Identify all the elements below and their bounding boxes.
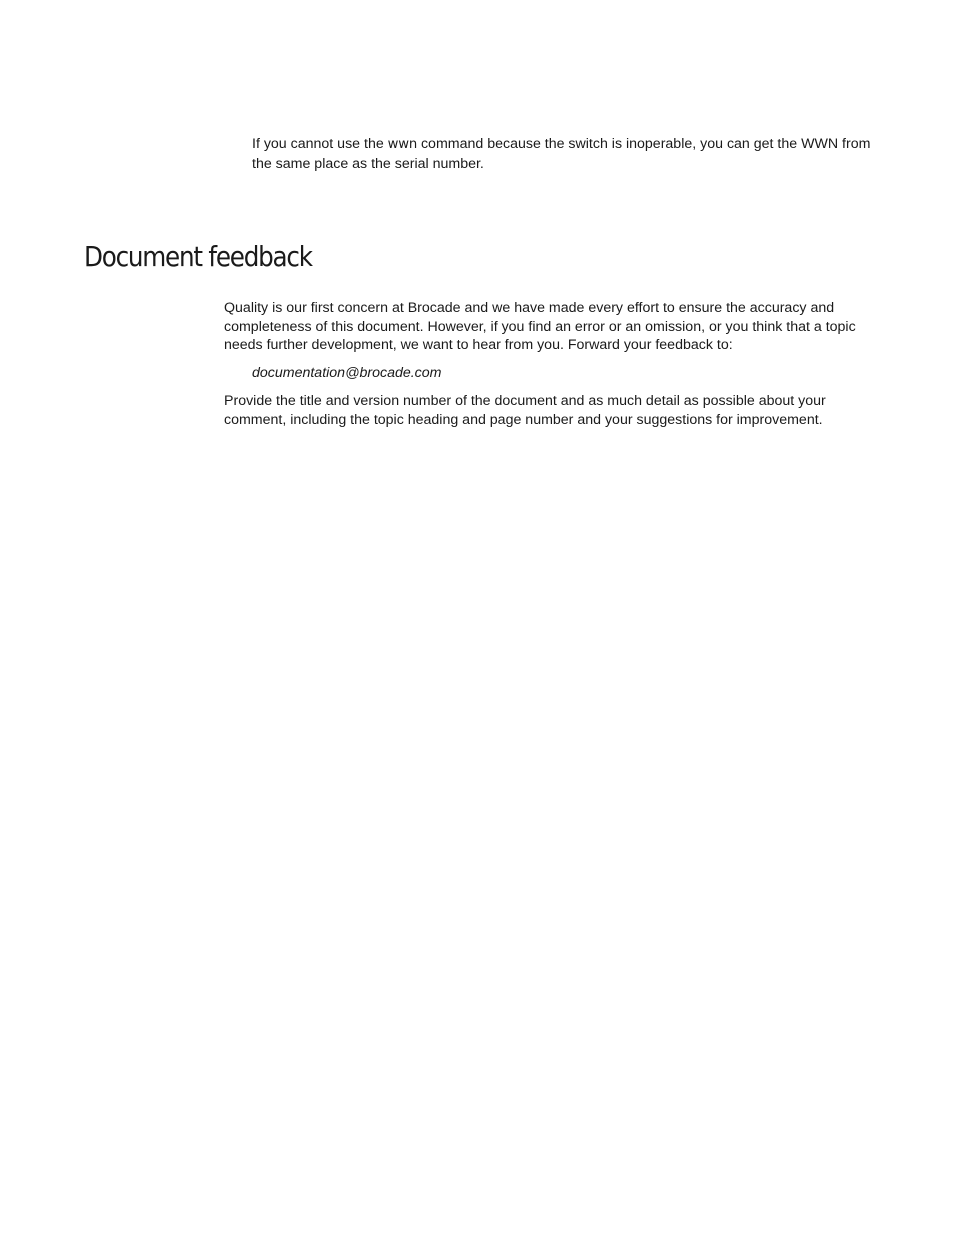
section-heading: Document feedback [84,240,312,273]
wwn-command-name: wwn [387,137,418,152]
note-text-before-command: If you cannot use the [252,136,388,152]
note-text-after-command: command because the switch is inoperable, you can get the WWN from the same place as the serial number. [252,136,871,172]
wwn-unavailable-note [252,135,877,173]
feedback-intro-paragraph: Quality is our first concern at Brocade and we have made every effort to ensure the accuracy and completeness of this document. However, if you find an error or an omission, or you think that a topic needs further development, we want to hear from you. Forward your feedback to: [224,300,856,353]
feedback-email-address: documentation@brocade.com [252,365,442,381]
feedback-instructions-paragraph: Provide the title and version number of the document and as much detail as possible about your comment, including the topic heading and page number and your suggestions for improvement. [224,393,826,428]
